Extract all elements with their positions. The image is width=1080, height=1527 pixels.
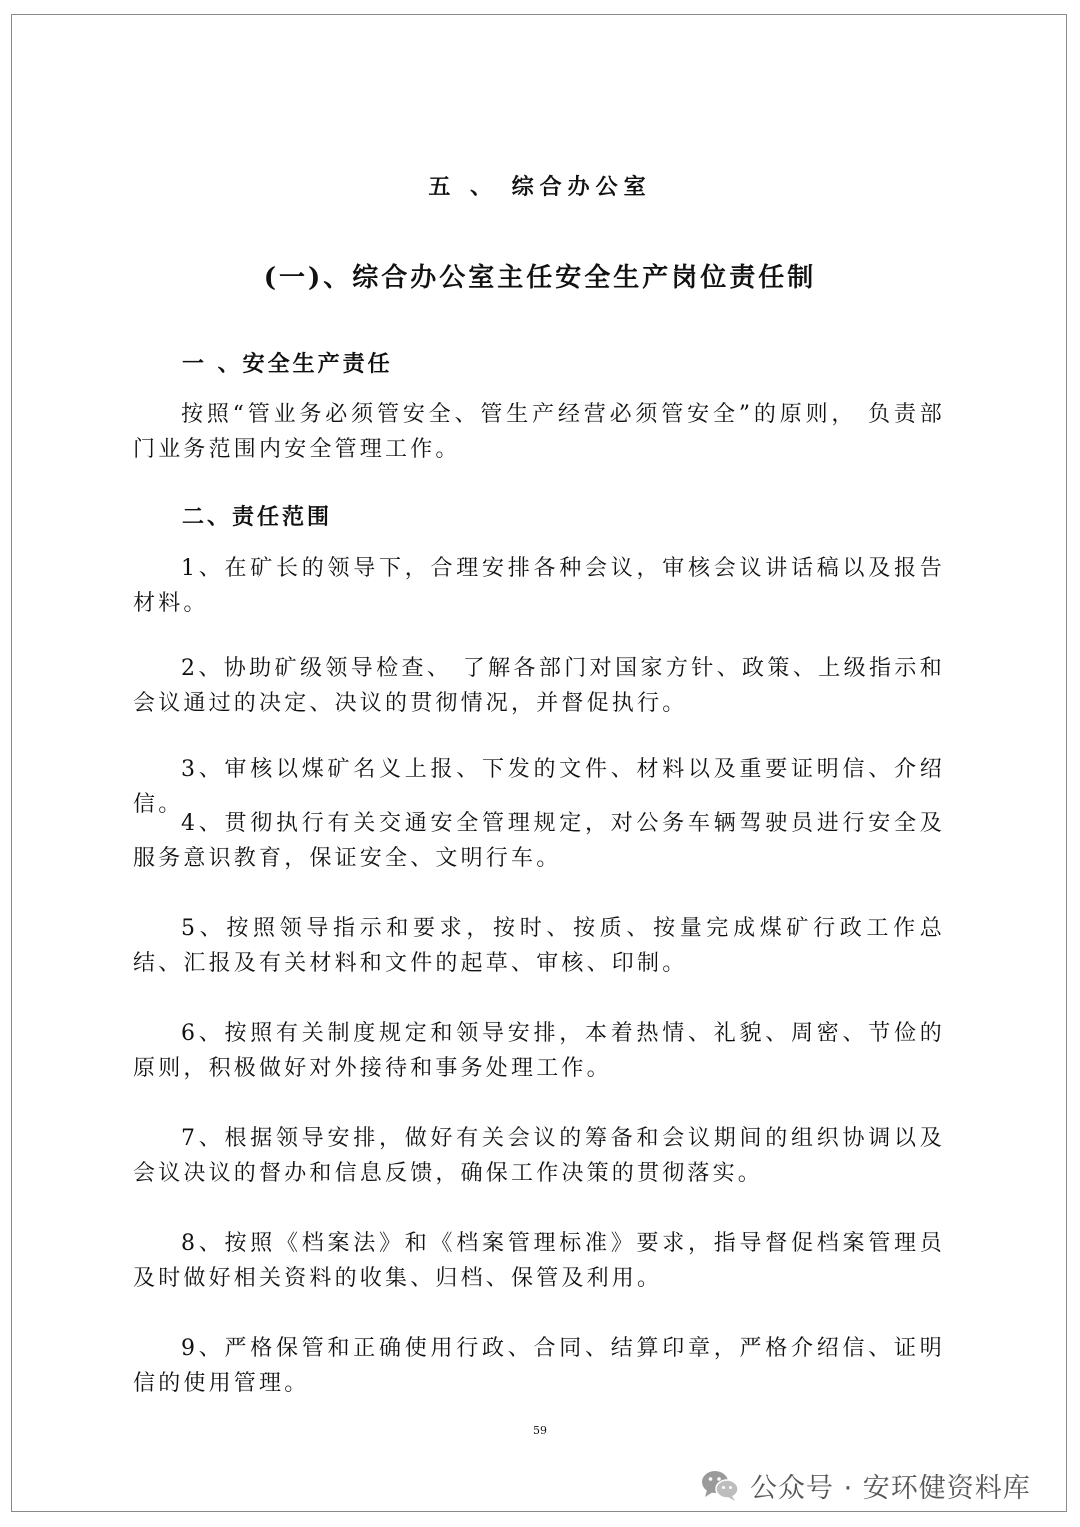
list-item: 5、按照领导指示和要求，按时、按质、按量完成煤矿行政工作总结、汇报及有关材料和文件的起草、审核、印制。: [133, 916, 945, 976]
heading-safety-responsibility: 一 、安全生产责任: [182, 351, 393, 377]
list-item: 4、贯彻执行有关交通安全管理规定，对公务车辆驾驶员进行安全及服务意识教育，保证安全、文明行车。: [133, 811, 945, 871]
list-item: 7、根据领导安排，做好有关会议的筹备和会议期间的组织协调以及会议决议的督办和信息反馈，确保工作决策的贯彻落实。: [133, 1126, 945, 1186]
list-item: 9、严格保管和正确使用行政、合同、结算印章，严格介绍信、证明信的使用管理。: [133, 1336, 945, 1396]
list-item: 6、按照有关制度规定和领导安排，本着热情、礼貌、周密、节俭的原则，积极做好对外接待和事务处理工作。: [133, 1021, 945, 1081]
list-item: 8、按照《档案法》和《档案管理标准》要求，指导督促档案管理员及时做好相关资料的收集、归档、保管及利用。: [133, 1231, 945, 1291]
paragraph-principle: 按照“管业务必须管安全、管生产经营必须管安全”的原则， 负责部门业务范围内安全管理工作。: [133, 402, 945, 462]
page-number: 59: [533, 1424, 547, 1437]
watermark-text: 公众号 · 安环健资料库: [750, 1472, 1031, 1504]
heading-responsibility-scope: 二、责任范围: [182, 504, 333, 530]
chapter-title: 五 、 综合办公室: [428, 174, 652, 200]
list-item: 3、审核以煤矿名义上报、下发的文件、材料以及重要证明信、介绍信。: [133, 757, 945, 817]
section-title: (一)、综合办公室主任安全生产岗位责任制: [263, 263, 817, 293]
list-item: 2、协助矿级领导检查、 了解各部门对国家方针、政策、上级指示和会议通过的决定、决议的贯彻情况，并督促执行。: [133, 656, 945, 716]
watermark: [700, 1462, 1031, 1508]
list-item: 1、在矿长的领导下，合理安排各种会议，审核会议讲话稿以及报告材料。: [133, 556, 945, 616]
wechat-icon: [700, 1468, 740, 1502]
